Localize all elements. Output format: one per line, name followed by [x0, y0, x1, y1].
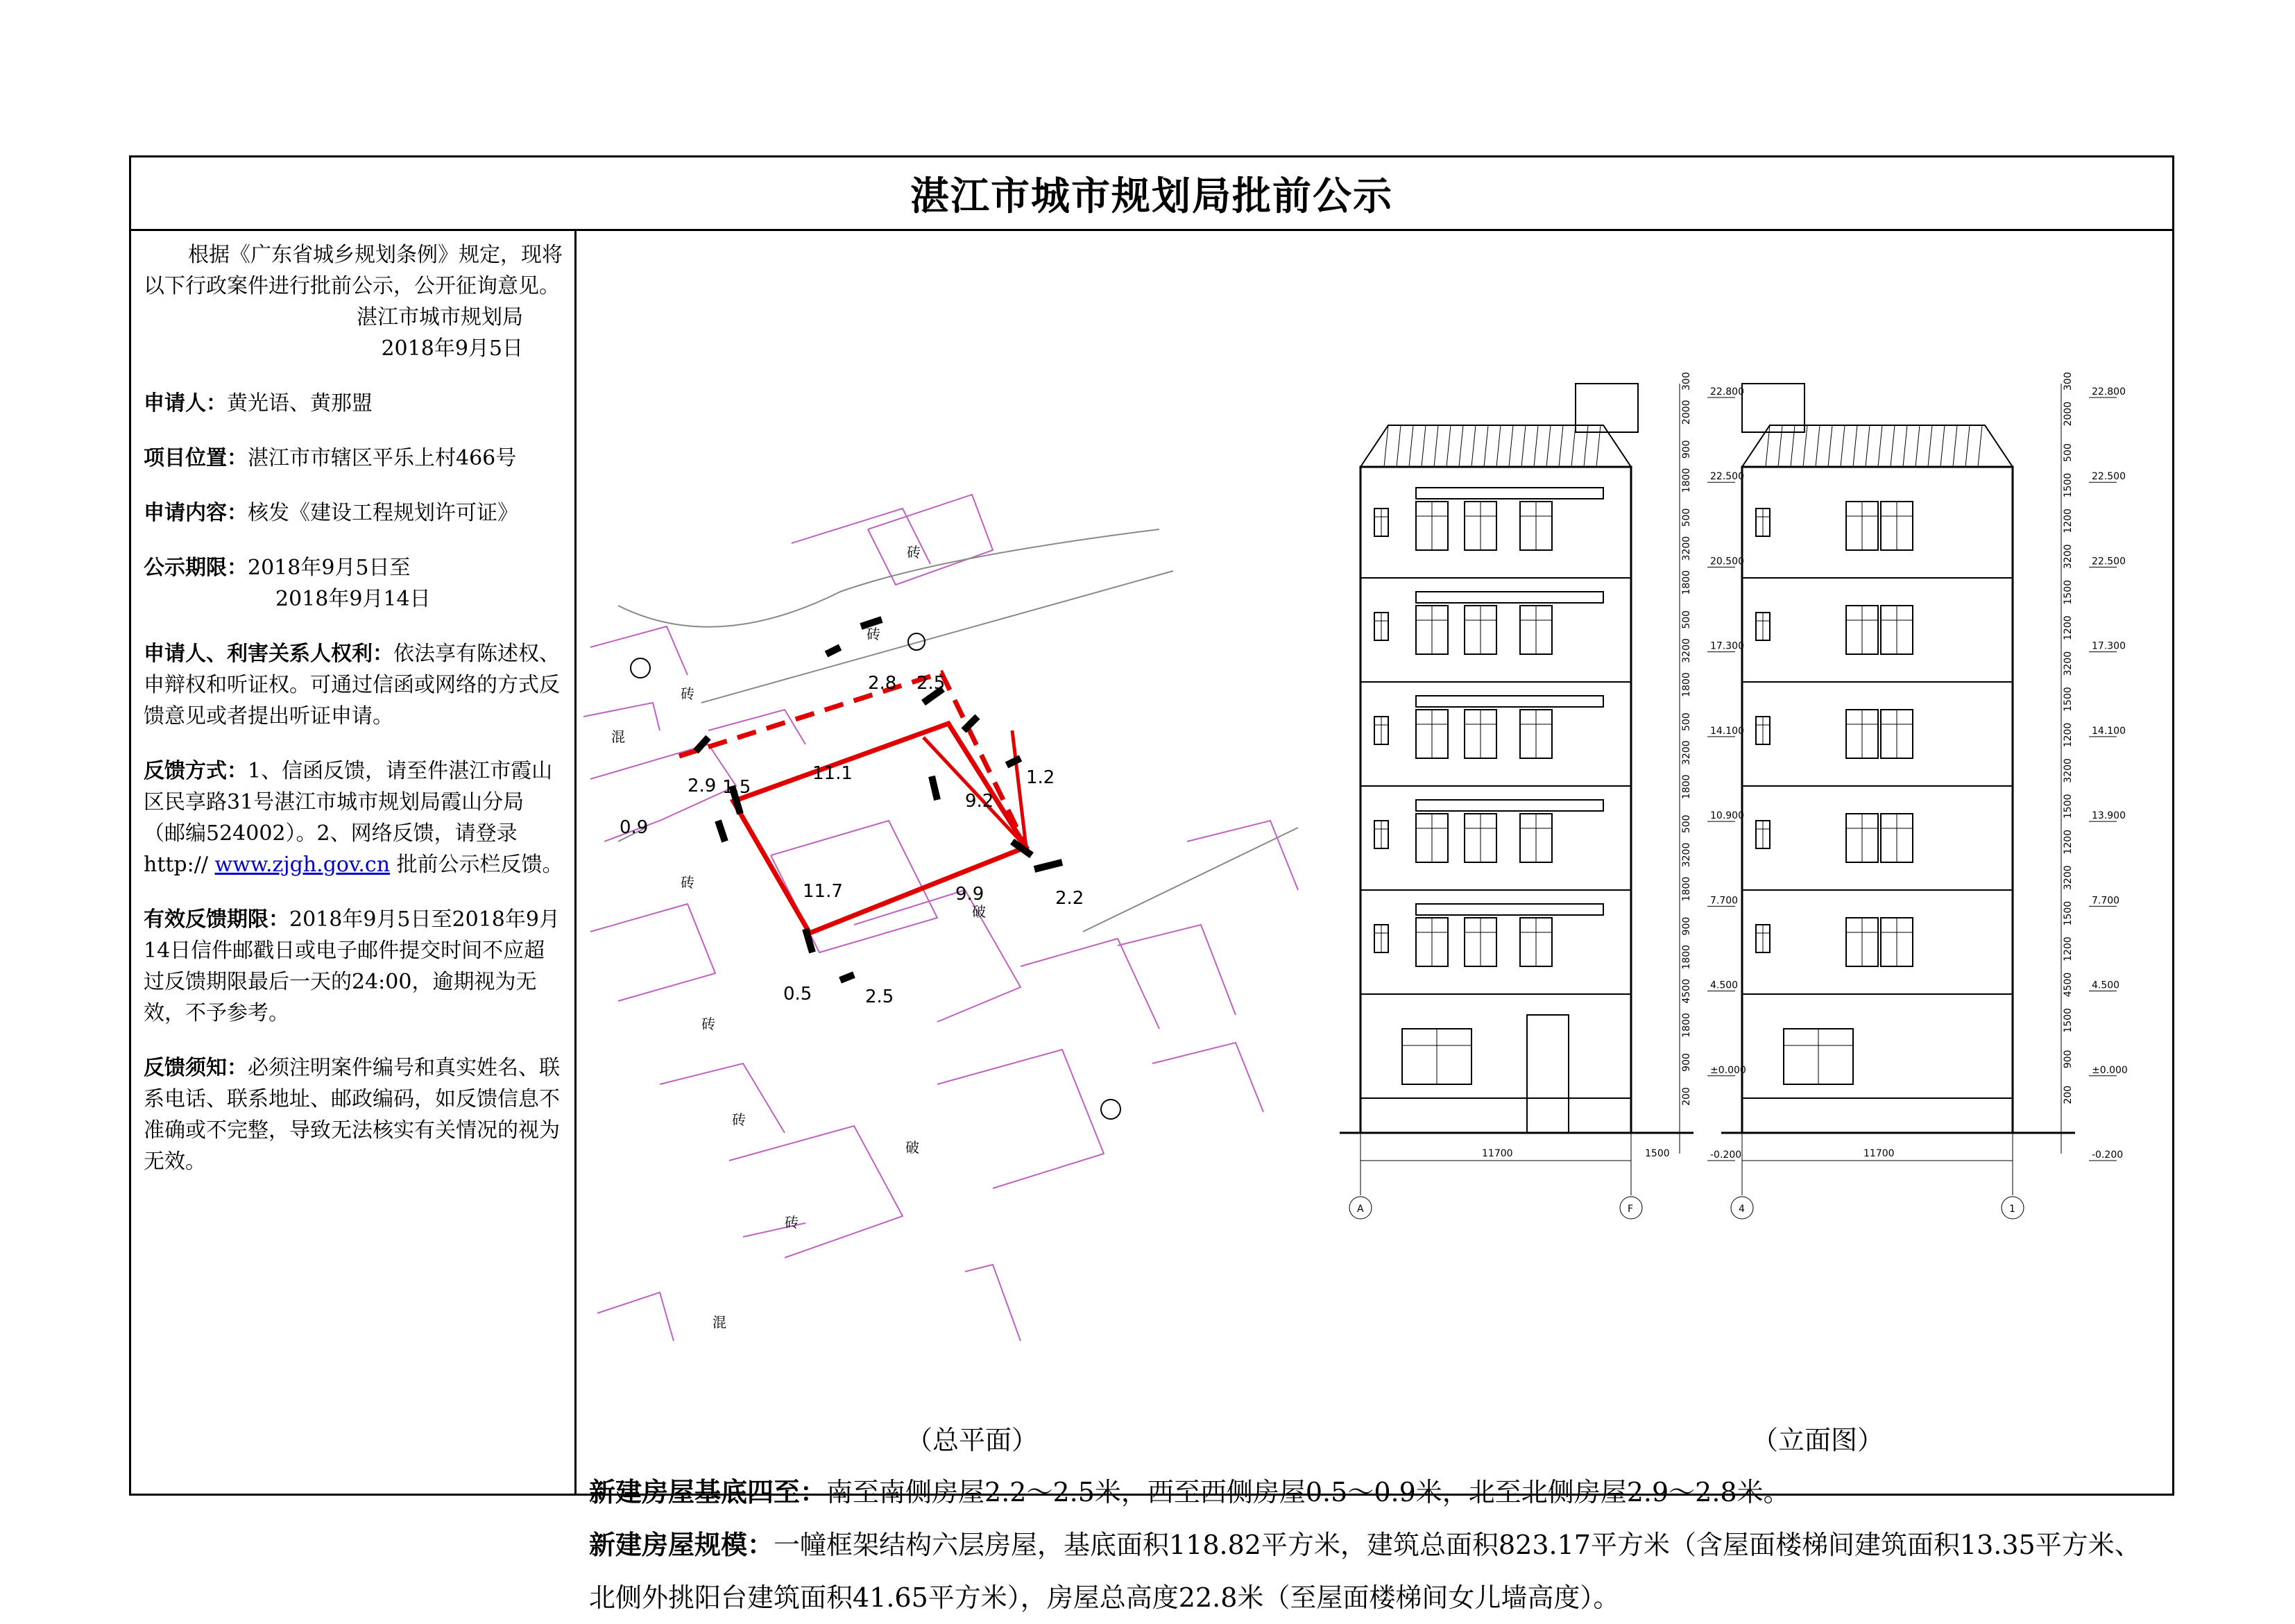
roof-tile — [1841, 425, 1845, 467]
level-label: -0.200 — [2092, 1149, 2124, 1161]
drawings-column — [577, 231, 2172, 1613]
drawings-svg — [577, 231, 2172, 1410]
roof-tile — [1571, 425, 1576, 467]
issuer: 湛江市城市规划局 — [357, 305, 523, 330]
elevation-dim-label: 200 — [2063, 1085, 2074, 1104]
elevation-dim-label: 500 — [1681, 814, 1692, 834]
site-dim: 11.1 — [812, 763, 853, 784]
level-label: 17.300 — [2092, 640, 2126, 652]
elevation-dim-label: 4500 — [2063, 972, 2074, 998]
rights-value: 依法享有陈述权、申辩权和听证权。可通过信函或网络的方式反馈意见或者提出听证申请。 — [144, 642, 560, 728]
feedback-line — [144, 755, 563, 880]
site-dim: 2.2 — [1055, 888, 1084, 909]
material-label: 混 — [713, 1314, 726, 1331]
level-label: 20.500 — [1710, 556, 1744, 567]
location-line — [144, 443, 563, 474]
feedback-value-end: 批前公示栏反馈。 — [396, 853, 563, 877]
setback-line — [589, 1466, 2164, 1519]
elevation-dim-label: 1800 — [1681, 570, 1692, 595]
period-line — [144, 552, 563, 583]
roof-tile — [1521, 425, 1526, 467]
elevation-dim-label: 3200 — [2063, 865, 2074, 890]
site-dim: 9.9 — [955, 884, 984, 905]
axis-label: 1 — [2009, 1204, 2015, 1215]
site-dim: 2.5 — [865, 986, 894, 1007]
roof-tile — [1422, 425, 1426, 467]
roof-tile — [1903, 425, 1907, 467]
elevation-dim-label: 3200 — [1681, 638, 1692, 663]
applicant-line — [144, 388, 563, 419]
roof-tile — [1447, 425, 1451, 467]
width-label: 11700 — [1482, 1148, 1513, 1159]
roof-tile — [1828, 425, 1832, 467]
roof-tile — [1953, 425, 1957, 467]
facade — [1742, 467, 2013, 1133]
level-label: 13.900 — [2092, 810, 2126, 822]
site-dim: 2.8 — [868, 673, 897, 694]
scale-line — [589, 1519, 2164, 1624]
material-label: 混 — [611, 728, 625, 745]
roof-tile — [1471, 425, 1476, 467]
level-label: 10.900 — [1710, 810, 1744, 822]
roof-tile — [1546, 425, 1551, 467]
level-label: 14.100 — [2092, 725, 2126, 737]
elevation-dim-label: 500 — [2063, 443, 2074, 462]
roof-tile — [1559, 425, 1563, 467]
elevation-dim-label: 1500 — [2063, 579, 2074, 605]
balcony-rail — [1416, 592, 1603, 603]
level-label: 22.800 — [1710, 386, 1744, 398]
period-label: 公示期限： — [144, 556, 248, 580]
level-label: ±0.000 — [2092, 1064, 2128, 1076]
material-label: 破 — [972, 903, 986, 920]
title-row — [131, 157, 2172, 231]
notice-frame — [129, 155, 2174, 1613]
roof-tile — [1459, 425, 1463, 467]
elevation-dim-label: 900 — [1681, 440, 1692, 459]
site-dim: 0.9 — [620, 817, 649, 838]
elevation-dim-label: 3200 — [2063, 651, 2074, 676]
elevation-dim-label: 2000 — [2063, 401, 2074, 427]
level-label: 14.100 — [1710, 725, 1744, 737]
axis-label: A — [1357, 1204, 1364, 1215]
roof-tile — [1509, 425, 1513, 467]
roof-tile — [1434, 425, 1438, 467]
deadline-value: 2018年9月5日至2018年9月14日信件邮戳日或电子邮件提交时间不应超过反馈期限最后一天的24:00，逾期视为无效，不予参考。 — [144, 907, 560, 1025]
roof-tile — [1853, 425, 1857, 467]
content-value: 核发《建设工程规划许可证》 — [248, 501, 518, 525]
elevation-dim-label: 3200 — [1681, 536, 1692, 561]
material-label: 砖 — [681, 874, 694, 891]
elevation-dim-label: 3200 — [1681, 740, 1692, 765]
scale-label: 新建房屋规模： — [589, 1529, 774, 1560]
elevation-dim-label: 1800 — [1681, 1013, 1692, 1038]
feedback-link[interactable]: www.zjgh.gov.cn — [214, 853, 391, 877]
roof-tile — [1878, 425, 1882, 467]
site-material-labels — [611, 544, 986, 1331]
elevation-dim-label: 1800 — [1681, 468, 1692, 493]
page-title: 湛江市城市规划局批前公示 — [910, 173, 1393, 219]
elevation-dim-label: 1200 — [2063, 722, 2074, 748]
roof-tile — [1928, 425, 1932, 467]
site-dim: 1.5 — [722, 777, 751, 798]
material-label: 砖 — [681, 685, 694, 702]
level-label: 4.500 — [1710, 980, 1739, 991]
roof-tile — [1409, 425, 1413, 467]
site-dim: 9.2 — [965, 791, 994, 812]
level-label: 4.500 — [2092, 980, 2120, 991]
entrance-door — [1527, 1015, 1569, 1133]
elevation-caption: （立面图） — [1752, 1425, 1884, 1455]
roof-tile — [1534, 425, 1538, 467]
site-dim: 11.7 — [803, 881, 843, 902]
roof-tile — [1816, 425, 1820, 467]
setback-label: 新建房屋基底四至： — [589, 1476, 827, 1507]
setback-value: 南至南侧房屋2.2～2.5米，西至西侧房屋0.5～0.9米，北至北侧房屋2.9～2.8米。 — [826, 1477, 1790, 1507]
elevation-dim-label: 1500 — [2063, 900, 2074, 926]
elevation-dim-label: 1500 — [2063, 794, 2074, 819]
elevation-dim-label: 1800 — [1681, 876, 1692, 902]
roof-tile — [1484, 425, 1488, 467]
material-label: 砖 — [701, 1016, 715, 1032]
elevation-dim-label: 1800 — [1681, 672, 1692, 697]
content-line — [144, 497, 563, 529]
intro-text: 根据《广东省城乡规划条例》规定，现将以下行政案件进行批前公示，公开征询意见。 — [144, 243, 563, 298]
elevation-dim-label: 1800 — [1681, 774, 1692, 800]
roof-tile — [1978, 425, 1982, 467]
site-dim: 1.2 — [1026, 767, 1055, 788]
applicant-value: 黄光语、黄那盟 — [227, 391, 373, 416]
feedback-label: 反馈方式： — [144, 759, 248, 783]
elevation-dim-label: 1200 — [2063, 508, 2074, 533]
site-plan — [583, 495, 1298, 1341]
location-value: 湛江市市辖区平乐上村466号 — [248, 446, 517, 470]
roof-tile — [1866, 425, 1870, 467]
roof-tile — [1965, 425, 1970, 467]
level-label: 22.500 — [2092, 471, 2126, 483]
axis-label: 4 — [1739, 1204, 1745, 1215]
elevation-dim-label: 1500 — [2063, 1008, 2074, 1033]
elevation-dim-label: 3200 — [1681, 842, 1692, 868]
elevation-dim-label: 200 — [1681, 1087, 1692, 1106]
deadline-label: 有效反馈期限： — [144, 907, 289, 932]
material-label: 砖 — [867, 626, 880, 642]
elevation-dim-label: 900 — [2063, 1050, 2074, 1069]
elevation-dim-label: 4500 — [1681, 978, 1692, 1004]
elevation-dim-label: 300 — [1681, 372, 1692, 391]
elevation-dim-label: 300 — [2063, 372, 2074, 391]
roof-tile — [1397, 425, 1401, 467]
notice-value: 必须注明案件编号和真实姓名、联系电话、联系地址、邮政编码，如反馈信息不准确或不完整，导致无法核实有关情况的视为无效。 — [144, 1056, 560, 1174]
elevation-dim-label: 1800 — [1681, 944, 1692, 970]
notice-label: 反馈须知： — [144, 1056, 248, 1080]
balcony-rail — [1416, 488, 1603, 499]
axis-label: F — [1628, 1204, 1634, 1215]
material-label: 砖 — [732, 1111, 746, 1128]
balcony-rail — [1416, 800, 1603, 811]
level-label: -0.200 — [1710, 1149, 1742, 1161]
notice-text-column — [131, 231, 577, 1496]
level-label: 22.500 — [1710, 471, 1744, 483]
elevation-a — [1340, 372, 1746, 1219]
elevation-dim-label: 3200 — [2063, 758, 2074, 783]
elevation-dim-label: 1500 — [2063, 687, 2074, 712]
level-label: 7.700 — [1710, 895, 1739, 907]
period-start: 2018年9月5日至 — [248, 556, 411, 580]
feedback-value: 1、信函反馈，请至件湛江市霞山区民享路31号湛江市城市规划局霞山分局（邮编524002）。2、网络反馈，请登录http:// — [144, 759, 553, 877]
applicant-label: 申请人： — [144, 391, 227, 416]
period-end: 2018年9月14日 — [275, 587, 431, 611]
roof-tile — [1496, 425, 1501, 467]
rights-line — [144, 638, 563, 732]
elevation-b — [1721, 372, 2128, 1219]
deadline-line — [144, 904, 563, 1029]
issue-date: 2018年9月5日 — [381, 336, 523, 361]
elevation-dim-label: 3200 — [2063, 544, 2074, 570]
level-label: 22.800 — [2092, 386, 2126, 398]
width-label: 11700 — [1863, 1148, 1895, 1159]
content-label: 申请内容： — [144, 501, 248, 525]
elevation-dim-label: 1200 — [2063, 829, 2074, 855]
elevation-dim-label: 1200 — [2063, 615, 2074, 640]
roof-tile — [1940, 425, 1945, 467]
roof-tile — [1891, 425, 1895, 467]
level-label: 7.700 — [2092, 895, 2120, 907]
elevation-dim-label: 2000 — [1681, 400, 1692, 425]
balcony-rail — [1416, 696, 1603, 707]
site-dim: 2.5 — [916, 673, 946, 694]
roof-tile — [1916, 425, 1920, 467]
material-label: 破 — [905, 1139, 919, 1156]
elevation-dim-label: 1200 — [2063, 937, 2074, 961]
scale-value: 一幢框架结构六层房屋，基底面积118.82平方米，建筑总面积823.17平方米（含屋面楼梯间建筑面积13.35平方米、北侧外挑阳台建筑面积41.65平方米），房屋总高度22.8米（至屋面楼梯间女儿墙高度）。 — [589, 1530, 2141, 1613]
location-label: 项目位置： — [144, 446, 248, 470]
width-label: 1500 — [1645, 1148, 1670, 1159]
plan-caption: （总平面） — [906, 1425, 1039, 1455]
elevation-dim-label: 1500 — [2063, 472, 2074, 498]
rights-label: 申请人、利害关系人权利： — [144, 642, 393, 666]
balcony-rail — [1416, 904, 1603, 915]
elevation-dim-label: 500 — [1681, 508, 1692, 527]
site-dim: 2.9 — [688, 776, 717, 796]
level-label: 22.500 — [2092, 556, 2126, 567]
elevation-dim-label: 900 — [1681, 1053, 1692, 1072]
level-label: ±0.000 — [1710, 1064, 1746, 1076]
notice-line — [144, 1052, 563, 1177]
site-dim: 0.5 — [783, 984, 812, 1005]
material-label: 砖 — [907, 544, 921, 561]
elevation-dim-label: 900 — [1681, 916, 1692, 936]
level-label: 17.300 — [1710, 640, 1744, 652]
elevation-dim-label: 500 — [1681, 610, 1692, 629]
elevation-dim-label: 500 — [1681, 712, 1692, 731]
material-label: 砖 — [785, 1214, 799, 1231]
